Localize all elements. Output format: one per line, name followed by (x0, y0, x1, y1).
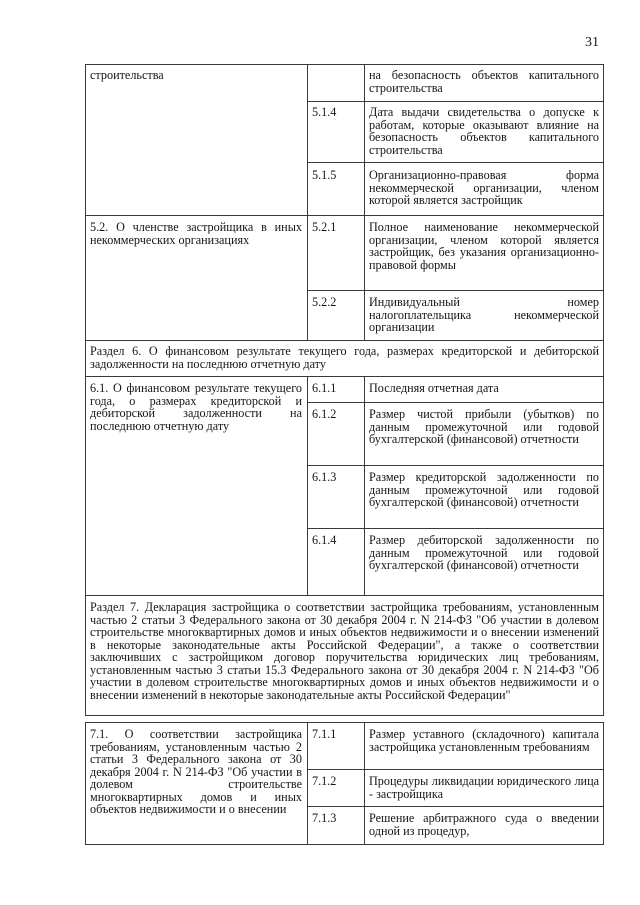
table-row-left: строительства (90, 68, 164, 82)
table-row-left: 5.2. О членстве застройщика в иных некоммерческих организациях (90, 220, 302, 247)
table-row-code: 7.1.1 (312, 727, 337, 741)
table-row-code: 5.2.2 (312, 295, 337, 309)
table-row-desc: на безопасность объектов капитального строительства (369, 68, 599, 95)
table-row-desc: Процедуры ликвидации юридического лица - застройщика (369, 774, 599, 801)
table-row-desc: Индивидуальный номер налогоплательщика некоммерческой организации (369, 295, 599, 334)
table-row-code: 6.1.2 (312, 407, 337, 421)
table-row-desc: Размер дебиторской задолженности по данным промежуточной или годовой бухгалтерской (финансовой) отчетности (369, 533, 599, 572)
page-number: 31 (585, 35, 599, 50)
table-row-code: 5.1.5 (312, 168, 337, 182)
table-row-desc: Решение арбитражного суда о введении одной из процедур, (369, 811, 599, 838)
table-row-desc: Размер кредиторской задолженности по данным промежуточной или годовой бухгалтерской (финансовой) отчетности (369, 470, 599, 509)
table-row-desc: Размер чистой прибыли (убытков) по данным промежуточной или годовой бухгалтерской (финансовой) отчетности (369, 407, 599, 446)
table-row-code: 6.1.4 (312, 533, 337, 547)
table-row-code: 5.1.4 (312, 105, 337, 119)
section-6-title: Раздел 6. О финансовом результате текущего года, размерах кредиторской и дебиторской задолженности на последнюю отчетную дату (90, 344, 599, 371)
table-row-left: 7.1. О соответствии застройщика требованиям, установленным частью 2 статьи 3 Федерального закона от 30 декабря 2004 г. N 214-ФЗ "Об участии в долевом строительстве многоквартирных домов и иных объектов недвижимости и о внесении (90, 727, 302, 816)
table-row-code: 6.1.3 (312, 470, 337, 484)
table-row-code: 5.2.1 (312, 220, 337, 234)
table-row-code: 7.1.3 (312, 811, 337, 825)
table-row-code: 6.1.1 (312, 381, 337, 395)
table-row-desc: Дата выдачи свидетельства о допуске к работам, которые оказывают влияние на безопасность объектов капитального строительства (369, 105, 599, 157)
table-row-desc: Полное наименование некоммерческой организации, членом которой является застройщик, без указания организационно-правовой формы (369, 220, 599, 272)
table-row-code: 7.1.2 (312, 774, 337, 788)
table-row-left: 6.1. О финансовом результате текущего года, о размерах кредиторской и дебиторской задолженности на последнюю отчетную дату (90, 381, 302, 433)
table-row-desc: Организационно-правовая форма некоммерческой организации, членом которой является застройщик (369, 168, 599, 207)
table-row-desc: Размер уставного (складочного) капитала застройщика установленным требованиям (369, 727, 599, 754)
section-7-title: Раздел 7. Декларация застройщика о соответствии застройщика требованиям, установленным частью 2 статьи 3 Федерального закона от 30 декабря 2004 г. N 214-ФЗ "Об участии в долевом строительстве многоквартирных домов и иных объектов недвижимости и о внесении изменений в некоторые законодательные акты Российской Федерации", а также о соответствии заключивших с застройщиком договор поручительства юридических лиц требованиям, установленным частью 3 статьи 15.3 Федерального закона от 30 декабря 2004 г. N 214-ФЗ "Об участии в долевом строительстве многоквартирных домов и иных объектов недвижимости и о внесении изменений в некоторые законодательные акты Российской Федерации" (90, 600, 599, 702)
table-row-desc: Последняя отчетная дата (369, 381, 499, 395)
